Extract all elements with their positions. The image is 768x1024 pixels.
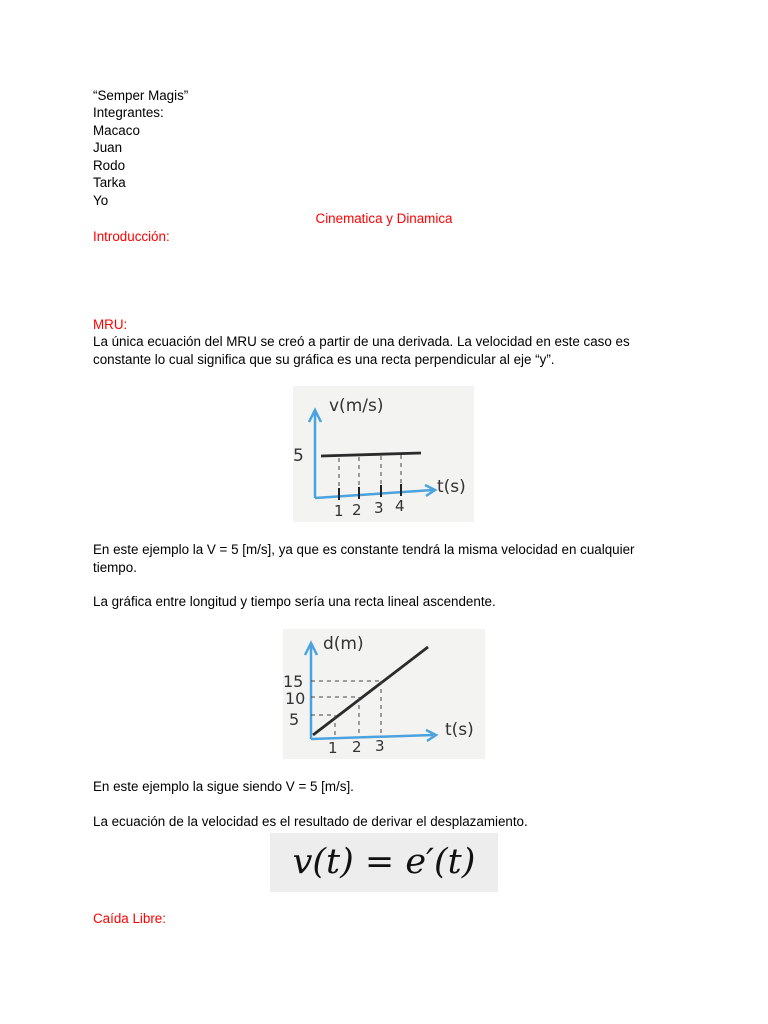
mru-heading: MRU: — [93, 317, 128, 332]
y-axis-label: d(m) — [323, 634, 364, 654]
group-name: “Semper Magis” — [93, 88, 189, 103]
document-title: Cinematica y Dinamica — [315, 211, 453, 226]
member-item: Juan — [93, 140, 123, 155]
caida-libre-heading: Caída Libre: — [93, 911, 166, 926]
y-tick-label: 10 — [285, 689, 306, 708]
x-axis-label: t(s) — [437, 477, 466, 497]
distance-line — [313, 647, 428, 735]
y-tick-label: 5 — [293, 446, 304, 466]
x-tick-label: 1 — [328, 739, 338, 757]
intro-heading: Introducción: — [93, 229, 170, 244]
graph2-intro: La gráfica entre longitud y tiempo sería una recta lineal ascendente. — [93, 594, 496, 609]
distance-graph-figure — [283, 629, 485, 759]
x-tick-label: 1 — [334, 502, 344, 520]
member-item: Macaco — [93, 123, 140, 138]
mru-paragraph: La única ecuación del MRU se creó a partir de una derivada. La velocidad en este caso es constante lo cual significa que su gráfica es una recta perpendicular al eje “y”. — [93, 334, 630, 367]
members-label: Integrantes: — [93, 105, 164, 120]
y-axis-label: v(m/s) — [329, 396, 384, 416]
y-tick-label: 15 — [283, 672, 304, 691]
velocity-equation: v(t) = e′(t) — [292, 842, 476, 882]
equation-intro: La ecuación de la velocidad es el resultado de derivar el desplazamiento. — [93, 814, 528, 829]
x-tick-label: 4 — [395, 497, 405, 515]
example1-paragraph: En este ejemplo la V = 5 [m/s], ya que es constante tendrá la misma velocidad en cualquier tiempo. — [93, 542, 635, 575]
x-axis-label: t(s) — [445, 720, 474, 740]
y-tick-label: 5 — [289, 710, 300, 729]
member-item: Tarka — [93, 175, 126, 190]
velocity-graph-figure — [293, 386, 474, 522]
velocity-line — [321, 453, 421, 456]
x-tick-label: 2 — [352, 501, 362, 519]
x-axis — [315, 490, 433, 498]
velocity-equation-image — [270, 833, 498, 892]
member-item: Rodo — [93, 158, 126, 173]
x-tick-label: 3 — [375, 737, 385, 755]
x-tick-label: 2 — [352, 738, 362, 756]
example2-paragraph: En este ejemplo la sigue siendo V = 5 [m/s]. — [93, 779, 354, 794]
member-item: Yo — [93, 193, 109, 208]
x-tick-label: 3 — [374, 499, 384, 517]
